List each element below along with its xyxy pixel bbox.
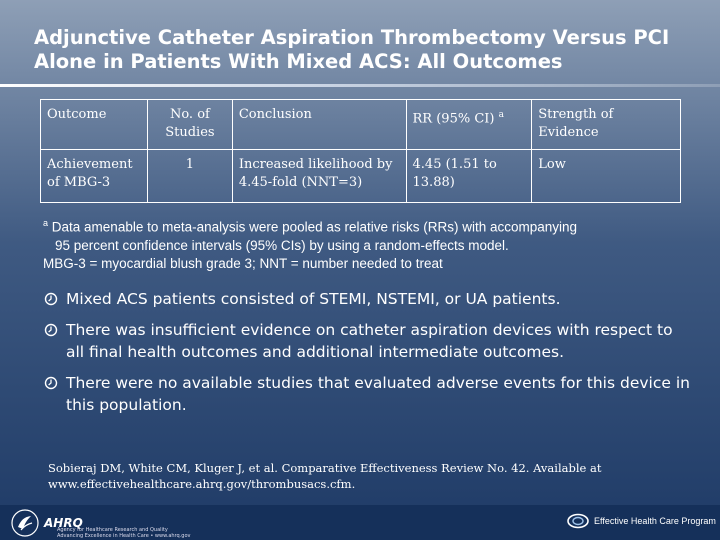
outcomes-table	[40, 99, 681, 203]
table-header-row	[41, 100, 681, 150]
ehc-swirl-logo-icon	[566, 512, 590, 530]
footnote-text-1: Data amenable to meta-analysis were pooled as relative risks (RRs) with accompanying	[51, 219, 578, 235]
table-row	[41, 150, 681, 203]
ahrq-tagline	[57, 527, 190, 539]
header-rr-superscript: a	[498, 110, 504, 120]
header-rr	[406, 100, 532, 150]
list-item	[44, 372, 694, 416]
bullet-text: There was insufficient evidence on catheter aspiration devices with respect to all final health outcomes and additional intermediate outcomes.	[66, 321, 673, 361]
cell-rr: 4.45 (1.51 to 13.88)	[406, 150, 532, 203]
ahrq-tagline-line-2: Advancing Excellence in Health Care • www.ahrq.gov	[57, 533, 191, 539]
clock-bullet-icon	[44, 292, 58, 306]
bullet-text: There were no available studies that evaluated adverse events for this device in this population.	[66, 374, 690, 414]
cell-outcome: Achievement of MBG-3	[41, 150, 148, 203]
bullet-list	[44, 288, 694, 425]
header-outcome: Outcome	[41, 100, 148, 150]
bullet-text: Mixed ACS patients consisted of STEMI, NSTEMI, or UA patients.	[66, 290, 561, 308]
citation: Sobieraj DM, White CM, Kluger J, et al. Comparative Effectiveness Review No. 42. Available at www.effectivehealthcare.ahrq.gov/thrombusacs.cfm.	[48, 461, 602, 491]
cell-conclusion: Increased likelihood by 4.45-fold (NNT=3)	[232, 150, 406, 203]
program-name: Effective Health Care Program	[594, 516, 716, 526]
header-strength-of-evidence: Strength of Evidence	[532, 100, 681, 150]
title-divider	[0, 84, 720, 87]
cell-strength-of-evidence: Low	[532, 150, 681, 203]
footnote-line-1	[43, 214, 693, 237]
slide-title: Adjunctive Catheter Aspiration Thrombectomy Versus PCI Alone in Patients With Mixed ACS: All Outcomes	[34, 26, 670, 73]
footnote-line-3: MBG-3 = myocardial blush grade 3; NNT = number needed to treat	[43, 255, 443, 271]
ahrq-tagline-line-1: Agency for Healthcare Research and Quality	[57, 527, 168, 533]
footnote-marker: a	[43, 218, 49, 228]
header-conclusion: Conclusion	[232, 100, 406, 150]
header-no-of-studies: No. of Studies	[147, 100, 232, 150]
table-footnote	[43, 214, 693, 273]
list-item	[44, 319, 694, 363]
list-item	[44, 288, 694, 310]
ahrq-logo: AHRQ	[44, 516, 83, 530]
clock-bullet-icon	[44, 376, 58, 390]
footnote-line-2: 95 percent confidence intervals (95% CIs) by using a random-effects model.	[55, 237, 509, 253]
header-rr-label: RR (95% CI)	[412, 111, 495, 127]
hhs-eagle-logo-icon	[10, 508, 40, 538]
cell-no-of-studies: 1	[147, 150, 232, 203]
clock-bullet-icon	[44, 323, 58, 337]
